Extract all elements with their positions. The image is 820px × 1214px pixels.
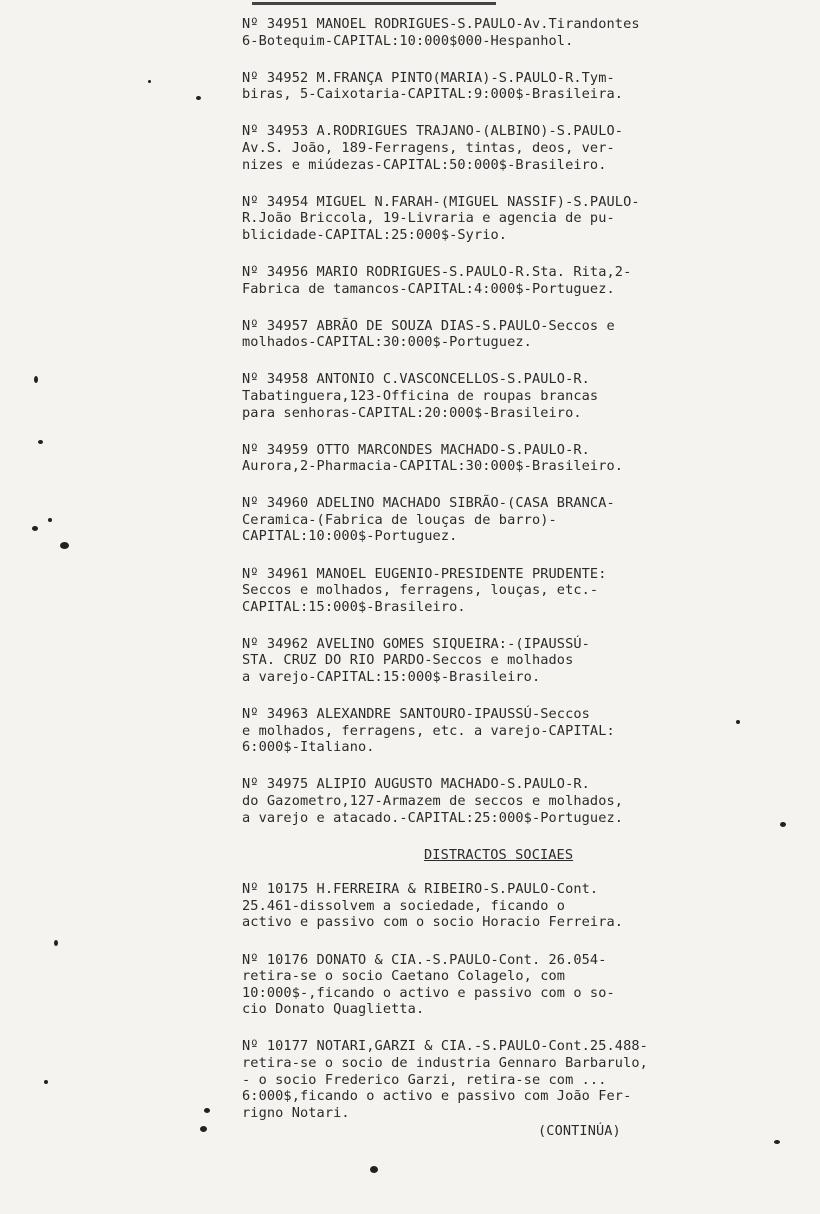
scan-speck — [44, 1080, 48, 1084]
entry-line: retira-se o socio de industria Gennaro Barbarulo, — [242, 1055, 648, 1072]
entry-line: Fabrica de tamancos-CAPITAL:4:000$-Portuguez. — [242, 280, 615, 297]
entry-line: rigno Notari. — [242, 1104, 350, 1121]
registration-entry — [242, 318, 742, 351]
entry-line: 6:000$,ficando o activo e passivo com João Fer- — [242, 1088, 632, 1105]
entry-line: Ceramica-(Fabrica de louças de barro)- — [242, 511, 557, 528]
entry-line: molhados-CAPITAL:30:000$-Portuguez. — [242, 334, 532, 351]
entry-line: blicidade-CAPITAL:25:000$-Syrio. — [242, 226, 508, 243]
scan-speck — [736, 720, 740, 724]
entry-line: Av.S. João, 189-Ferragens, tintas, deos, ver- — [242, 139, 615, 156]
registration-entry — [242, 264, 742, 297]
scan-speck — [204, 1108, 210, 1113]
entry-line: retira-se o socio Caetano Colagelo, com — [242, 968, 566, 985]
scan-speck — [774, 1140, 780, 1144]
entry-line: nizes e miúdezas-CAPITAL:50:000$-Brasileiro. — [242, 156, 607, 173]
entry-line: biras, 5-Caixotaria-CAPITAL:9:000$-Brasileira. — [242, 86, 624, 103]
registration-entry — [242, 123, 742, 173]
registration-entry — [242, 16, 742, 49]
distracto-entry — [242, 952, 742, 1018]
scan-speck — [148, 80, 151, 83]
entry-line: cio Donato Quaglietta. — [242, 1001, 425, 1018]
scan-speck — [48, 518, 52, 522]
top-rule — [252, 2, 496, 5]
entry-line: Nº 34962 AVELINO GOMES SIQUEIRA:-(IPAUSSÚ- — [242, 635, 590, 652]
entry-line: Nº 34959 OTTO MARCONDES MACHADO-S.PAULO-R. — [242, 441, 590, 458]
distracto-entry — [242, 1038, 742, 1121]
entry-line: Nº 34956 MARIO RODRIGUES-S.PAULO-R.Sta. Rita,2- — [242, 263, 632, 280]
entry-line: 25.461-dissolvem a sociedade, ficando o — [242, 897, 566, 914]
entry-line: activo e passivo com o socio Horacio Ferreira. — [242, 914, 624, 931]
entry-line: Nº 34952 M.FRANÇA PINTO(MARIA)-S.PAULO-R.Tym- — [242, 69, 615, 86]
entry-line: 10:000$-,ficando o activo e passivo com o so- — [242, 984, 615, 1001]
entry-line: Nº 34963 ALEXANDRE SANTOURO-IPAUSSÚ-Seccos — [242, 706, 590, 723]
entry-line: a varejo e atacado.-CAPITAL:25:000$-Portuguez. — [242, 809, 624, 826]
entry-line: Nº 34958 ANTONIO C.VASCONCELLOS-S.PAULO-R. — [242, 371, 590, 388]
distracto-entry — [242, 881, 742, 931]
scan-speck — [32, 526, 38, 531]
entry-line: e molhados, ferragens, etc. a varejo-CAPITAL: — [242, 722, 615, 739]
entry-line: CAPITAL:15:000$-Brasileiro. — [242, 598, 466, 615]
scan-speck — [780, 822, 786, 827]
registration-entry — [242, 776, 742, 826]
entry-line: Nº 34953 A.RODRIGUES TRAJANO-(ALBINO)-S.PAULO- — [242, 123, 624, 140]
entry-line: do Gazometro,127-Armazem de seccos e molhados, — [242, 793, 624, 809]
scan-speck — [60, 542, 69, 549]
entry-line: Nº 10175 H.FERREIRA & RIBEIRO-S.PAULO-Cont. — [242, 881, 599, 898]
scan-speck — [370, 1166, 378, 1173]
entry-line: Seccos e molhados, ferragens, louças, etc.- — [242, 582, 599, 599]
registration-entry — [242, 495, 742, 545]
entry-line: - o socio Frederico Garzi, retira-se com ... — [242, 1071, 607, 1088]
distractos-list — [242, 881, 742, 1121]
registration-entry — [242, 636, 742, 686]
scan-speck — [38, 440, 43, 444]
scan-speck — [54, 940, 58, 946]
scan-speck — [200, 1126, 207, 1132]
registration-entry — [242, 70, 742, 103]
entry-line: Nº 34960 ADELINO MACHADO SIBRÃO-(CASA BRANCA- — [242, 495, 615, 512]
registration-entry — [242, 194, 742, 244]
entry-line: a varejo-CAPITAL:15:000$-Brasileiro. — [242, 669, 541, 686]
entry-line: STA. CRUZ DO RIO PARDO-Seccos e molhados — [242, 652, 574, 669]
continuation-note: (CONTINÚA) — [538, 1123, 621, 1140]
entry-line: Nº 34954 MIGUEL N.FARAH-(MIGUEL NASSIF)-S.PAULO- — [242, 193, 640, 210]
entry-line: Nº 10177 NOTARI,GARZI & CIA.-S.PAULO-Cont.25.488- — [242, 1038, 648, 1055]
section-heading: DISTRACTOS SOCIAES — [424, 846, 574, 863]
entry-line: CAPITAL:10:000$-Portuguez. — [242, 528, 458, 545]
entry-line: R.João Briccola, 19-Livraria e agencia de pu- — [242, 210, 615, 227]
scan-speck — [196, 96, 201, 100]
entry-line: Nº 34957 ABRÃO DE SOUZA DIAS-S.PAULO-Seccos e — [242, 317, 615, 334]
entry-line: Nº 34961 MANOEL EUGENIO-PRESIDENTE PRUDENTE: — [242, 565, 607, 582]
entry-line: Aurora,2-Pharmacia-CAPITAL:30:000$-Brasileiro. — [242, 458, 624, 475]
registration-entry — [242, 442, 742, 475]
registration-entry — [242, 371, 742, 421]
entry-line: Nº 10176 DONATO & CIA.-S.PAULO-Cont. 26.054- — [242, 951, 607, 968]
scan-speck — [34, 376, 38, 383]
entry-line: 6:000$-Italiano. — [242, 739, 375, 756]
entry-line: Nº 34975 ALIPIO AUGUSTO MACHADO-S.PAULO-R. — [242, 776, 590, 793]
registration-entry — [242, 566, 742, 616]
entry-line: Nº 34951 MANOEL RODRIGUES-S.PAULO-Av.Tirandontes — [242, 16, 640, 32]
registration-list — [242, 16, 742, 826]
entry-line: Tabatinguera,123-Officina de roupas brancas — [242, 387, 599, 404]
registration-entry — [242, 706, 742, 756]
entry-line: para senhoras-CAPITAL:20:000$-Brasileiro. — [242, 404, 582, 421]
entry-line: 6-Botequim-CAPITAL:10:000$000-Hespanhol. — [242, 32, 574, 49]
document-body — [242, 16, 742, 1140]
